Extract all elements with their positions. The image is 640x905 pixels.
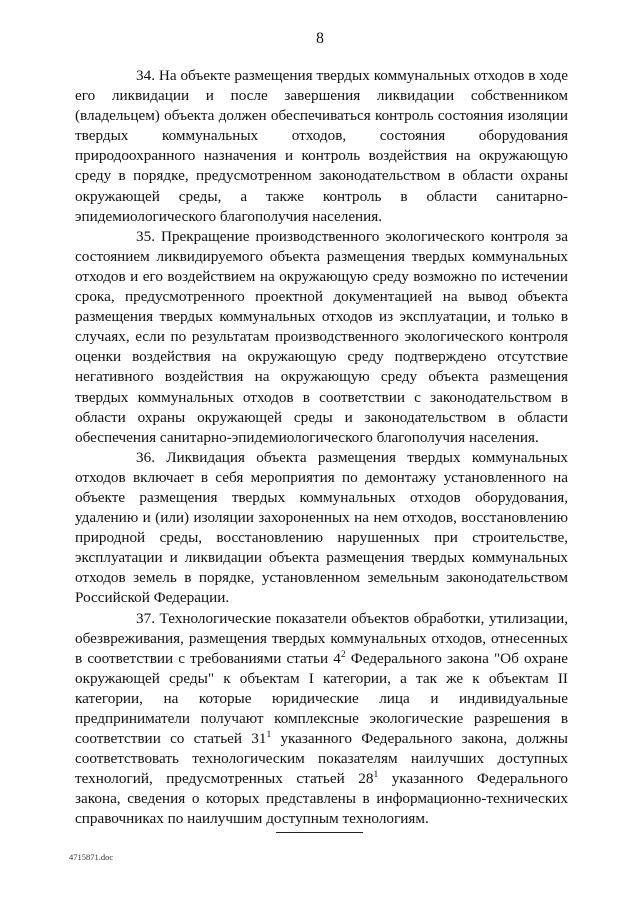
paragraph-37-part-1: 37. Технологические показатели объектов обработки, утилизации, обезвреживания, размещения твердых коммунальных отходов, отнесенных в соответствии с требованиями статьи 4 — [75, 609, 568, 667]
page-number: 8 — [316, 30, 324, 47]
paragraph-35: 35. Прекращение производственного экологического контроля за состоянием ликвидируемого объекта размещения твердых коммунальных отходов и его воздействием на окружающую среду возможно по истечении срока, предусмотренного проектной документацией на вывод объекта размещения твердых коммунальных отходов из эксплуатации, и только в случаях, если по результатам производственного экологического контроля оценки воздействия на окружающую среду подтверждено отсутствие негативного воздействия на окружающую среду объекта размещения твердых коммунальных отходов в соответствии с законодательством в области охраны окружающей среды и законодательством в области обеспечения санитарно-эпидемиологического благополучия населения. — [75, 227, 568, 446]
paragraph-36: 36. Ликвидация объекта размещения твердых коммунальных отходов включает в себя мероприятия по демонтажу установленного на объекте размещения твердых коммунальных отходов оборудования, удалению и (или) изоляции захороненных на нем отходов, восстановлению природной среды, восстановлению нарушенных при строительстве, эксплуатации и ликвидации объекта размещения твердых коммунальных отходов земель в порядке, установленном земельным законодательством Российской Федерации. — [75, 448, 568, 607]
document-file-id: 4715871.doc — [69, 852, 114, 862]
paragraph-34: 34. На объекте размещения твердых коммунальных отходов в ходе его ликвидации и после завершения ликвидации собственником (владельцем) объекта должен обеспечиваться контроль состояния изоляции твердых коммунальных отходов, состояния оборудования природоохранного назначения и контроль воздействия на окружающую среду в порядке, предусмотренном законодательством в области охраны окружающей среды, а также контроль в области санитарно-эпидемиологического благополучия населения. — [75, 67, 568, 225]
superscript-article-28-1: 1 — [373, 770, 379, 781]
paragraph-37-part-2: Федерального закона "Об охране окружающей среды" к объектам I категории, а так же к объектам II категории, на которые юридические лица и индивидуальные предприниматели получают комплексные экологические разрешения в соответствии со статьей 31 — [75, 649, 568, 748]
paragraph-37-part-4: указанного Федерального закона, сведения о которых представлены в информационно-технических справочниках по наилучшим доступным технологиям. — [75, 770, 568, 828]
document-body — [75, 66, 568, 830]
superscript-article-4-2: 2 — [340, 649, 346, 660]
end-of-text-rule — [276, 832, 363, 833]
paragraph-37-part-3: указанного Федерального закона, должны соответствовать технологическим показателям наилучших доступных технологий, предусмотренных статьей 28 — [75, 730, 568, 788]
superscript-article-31-1: 1 — [266, 730, 272, 741]
paragraph-37 — [75, 609, 568, 830]
